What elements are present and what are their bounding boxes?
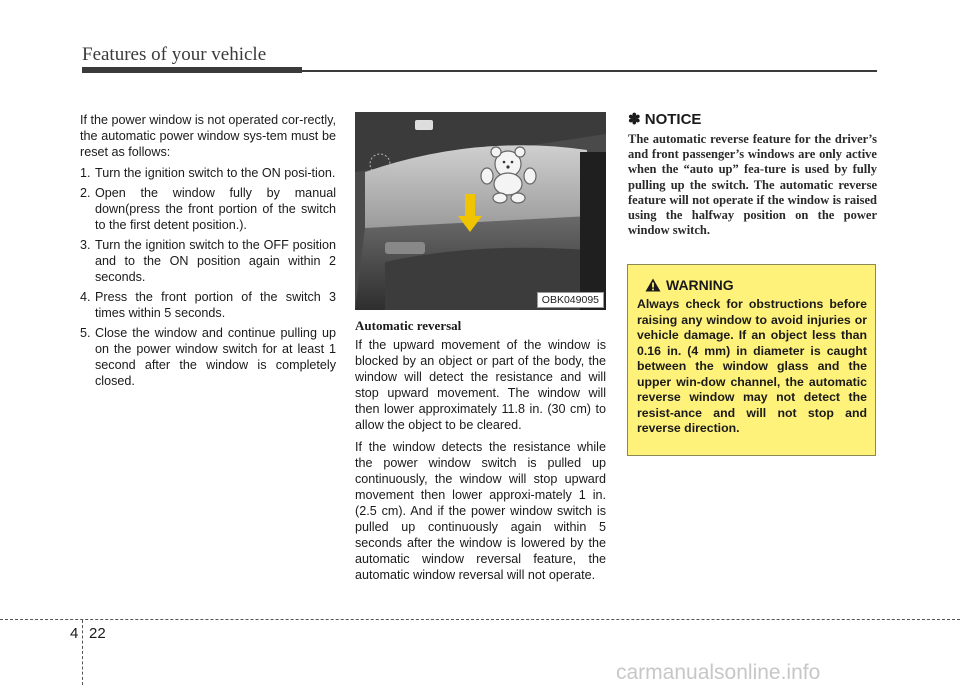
warning-triangle-icon: [645, 278, 661, 292]
reversal-paragraph-1: If the upward movement of the window is blocked by an object or part of the body, the window will detect the resistance and will stop upward movement. The window will then lower approximately 11.8 in. (30 cm) to allow the object to be cleared.: [355, 338, 606, 432]
reset-intro: If the power window is not operated cor-rectly, the automatic power window sys-tem must be reset as follows:: [80, 113, 336, 159]
notice-box: [628, 110, 877, 238]
car-door-illustration: [355, 112, 606, 310]
warning-header: [637, 277, 867, 293]
warning-box: [627, 264, 876, 456]
footer-rule-horizontal: [0, 619, 960, 620]
header-rule-thin: [300, 70, 877, 72]
reset-step-5: 5. Close the window and continue pulling up on the power window switch for at least 1 second after the window is completely closed.: [80, 326, 336, 388]
page-number: 22: [89, 625, 106, 642]
reversal-paragraph-2: If the window detects the resistance while the power window switch is pulled up continuously, the window will stop upward movement then lower approxi-mately 1 in. (2.5 cm). And if the power window switch is pulled up continuously again within 5 seconds after the window is lowered by the automatic window reversal feature, the automatic window reversal will not operate.: [355, 440, 606, 582]
middle-column: [355, 318, 606, 589]
reset-steps: [80, 165, 336, 389]
warning-label: WARNING: [666, 277, 734, 293]
automatic-reversal-heading: Automatic reversal: [355, 318, 462, 333]
notice-heading: ✽ NOTICE: [628, 111, 702, 128]
reset-step-1: 1. Turn the ignition switch to the ON posi-tion.: [80, 166, 336, 180]
watermark: carmanualsonline.info: [616, 661, 821, 684]
page-header-title: Features of your vehicle: [82, 44, 267, 65]
photo-code: OBK049095: [537, 292, 604, 308]
window-reversal-photo: [355, 112, 606, 310]
notice-text: The automatic reverse feature for the driver’s and front passenger’s windows are only active when the “auto up” fea-ture is used by fully pulling up the switch. The automatic reverse feature will not operate if the window is raised using the halfway position on the power window switch.: [628, 132, 877, 238]
chapter-number: 4: [70, 625, 79, 642]
reset-step-2: 2. Open the window fully by manual down(press the front portion of the switch to the first detent position.).: [80, 186, 336, 232]
footer-rule-vertical: [82, 620, 84, 685]
warning-text: Always check for obstructions before raising any window to avoid injuries or vehicle damage. If an object less than 0.16 in. (4 mm) in diameter is caught between the window glass and the upper win-dow channel, the automatic reverse window may not detect the resist-ance and will not stop and reverse direction.: [637, 297, 867, 435]
reset-step-3: 3. Turn the ignition switch to the OFF position and to the ON position again within 2 seconds.: [80, 238, 336, 284]
left-column: [80, 112, 336, 393]
reset-step-4: 4. Press the front portion of the switch 3 times within 5 seconds.: [80, 290, 336, 320]
header-rule-thick: [82, 67, 302, 73]
